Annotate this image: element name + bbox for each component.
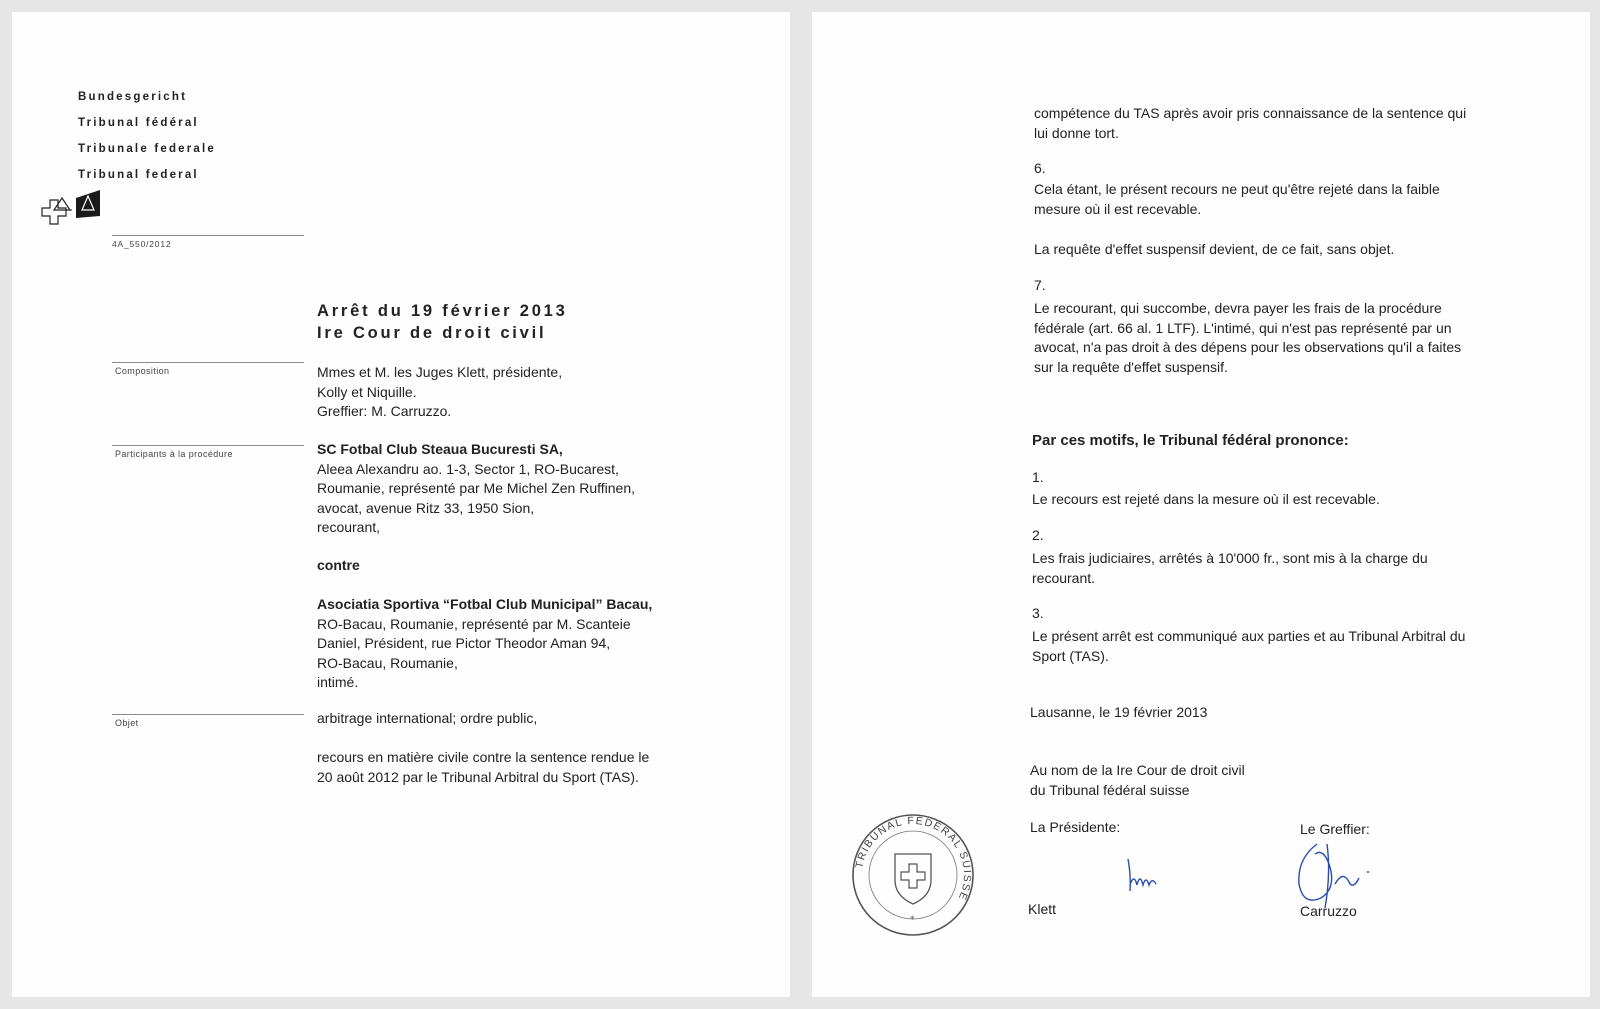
composition-block: [317, 363, 562, 422]
president-label: La Présidente:: [1030, 819, 1121, 835]
section-7-text: [1034, 299, 1496, 377]
composition-rule: [112, 362, 304, 363]
dispositive-3-text: [1032, 627, 1494, 666]
clerk-name: Carruzzo: [1300, 903, 1357, 919]
president-name: Klett: [1028, 901, 1057, 917]
objet-desc-line: 20 août 2012 par le Tribunal Arbitral du Sport (TAS).: [317, 768, 639, 785]
appellant-line: avocat, avenue Ritz 33, 1950 Sion,: [317, 499, 535, 516]
participants-label: Participants à la procédure: [115, 449, 233, 459]
text-line: mesure où il est recevable.: [1034, 200, 1202, 217]
section-6-number: 6.: [1034, 160, 1046, 176]
participants-rule: [112, 445, 304, 446]
respondent-line: Daniel, Président, rue Pictor Theodor Aman 94,: [317, 635, 611, 651]
respondent-name: Asociatia Sportiva “Fotbal Club Municipal” Bacau,: [317, 596, 653, 612]
objet-label: Objet: [115, 718, 139, 728]
document-page-right: [812, 12, 1590, 997]
place-date: Lausanne, le 19 février 2013: [1030, 704, 1208, 720]
dispositive-2-text: [1032, 549, 1494, 588]
appellant-name: SC Fotbal Club Steaua Bucuresti SA,: [317, 441, 563, 457]
respondent-line: RO-Bacau, Roumanie,: [317, 654, 458, 671]
contre-label: contre: [317, 557, 360, 573]
respondent-line: intimé.: [317, 674, 359, 690]
section-6-text: [1034, 180, 1496, 219]
header-rule: [112, 235, 304, 236]
objet-line: arbitrage international; ordre public,: [317, 710, 538, 726]
dispositive-heading: Par ces motifs, le Tribunal fédéral prononce:: [1032, 432, 1349, 449]
case-number: 4A_550/2012: [112, 239, 172, 249]
court-name-it: Tribunale federale: [78, 143, 217, 155]
text-line: Le présent arrêt est communiqué aux parties et au Tribunal Arbitral du: [1032, 628, 1466, 644]
respondent-line: RO-Bacau, Roumanie, représenté par M. Scanteie: [317, 615, 631, 632]
text-line: du Tribunal fédéral suisse: [1030, 781, 1190, 798]
text-line: Sport (TAS).: [1032, 647, 1109, 664]
court-name-fr: Tribunal fédéral: [78, 117, 199, 129]
clerk-label: Le Greffier:: [1300, 821, 1370, 837]
section-7-number: 7.: [1034, 277, 1046, 293]
text-line: Les frais judiciaires, arrêtés à 10'000 fr., sont mis à la charge du: [1032, 550, 1428, 566]
text-line: recourant.: [1032, 569, 1096, 586]
appellant-block: [317, 440, 635, 538]
composition-line: Greffier: M. Carruzzo.: [317, 403, 452, 419]
text-line: sur la requête d'effet suspensif.: [1034, 358, 1228, 375]
dispositive-2-number: 2.: [1032, 527, 1044, 543]
composition-line: Kolly et Niquille.: [317, 383, 417, 400]
president-signature: [1124, 855, 1174, 895]
dispositive-1-text: Le recours est rejeté dans la mesure où il est recevable.: [1032, 491, 1380, 507]
text-line: compétence du TAS après avoir pris connaissance de la sentence qui: [1034, 105, 1467, 121]
decision-title: Arrêt du 19 février 2013: [317, 302, 568, 320]
dispositive-3-number: 3.: [1032, 605, 1044, 621]
text-line: Le recourant, qui succombe, devra payer les frais de la procédure: [1034, 300, 1442, 316]
text-line: Cela étant, le présent recours ne peut qu'être rejeté dans la faible: [1034, 181, 1440, 197]
dispositive-1-number: 1.: [1032, 469, 1044, 485]
composition-label: Composition: [115, 366, 170, 376]
section-6-text-2: La requête d'effet suspensif devient, de ce fait, sans objet.: [1034, 241, 1395, 257]
court-seal: [850, 812, 976, 938]
appellant-line: recourant,: [317, 519, 381, 535]
svg-text:*: *: [910, 915, 915, 925]
objet-desc-line: recours en matière civile contre la sentence rendue le: [317, 749, 650, 765]
federal-court-logo: [32, 188, 104, 236]
text-line: avocat, n'a pas droit à des dépens pour les observations qu'il a faites: [1034, 339, 1462, 355]
text-line: Au nom de la Ire Cour de droit civil: [1030, 762, 1245, 778]
court-division: Ire Cour de droit civil: [317, 324, 547, 342]
continuation-paragraph: [1034, 104, 1496, 143]
appellant-line: Roumanie, représenté par Me Michel Zen Ruffinen,: [317, 480, 636, 496]
seal-text: TRIBUNAL FÉDÉRAL SUISSE: [853, 814, 974, 903]
court-name-de: Bundesgericht: [78, 91, 188, 103]
document-page-left: [12, 12, 790, 997]
text-line: fédérale (art. 66 al. 1 LTF). L'intimé, qui n'est pas représenté par un: [1034, 319, 1452, 336]
on-behalf-block: [1030, 761, 1245, 800]
text-line: lui donne tort.: [1034, 124, 1119, 141]
appellant-line: Aleea Alexandru ao. 1-3, Sector 1, RO-Bucarest,: [317, 460, 619, 477]
court-name-rm: Tribunal federal: [78, 169, 199, 181]
objet-description: [317, 748, 649, 787]
respondent-block: [317, 595, 652, 693]
composition-line: Mmes et M. les Juges Klett, présidente,: [317, 364, 563, 380]
objet-rule: [112, 714, 304, 715]
